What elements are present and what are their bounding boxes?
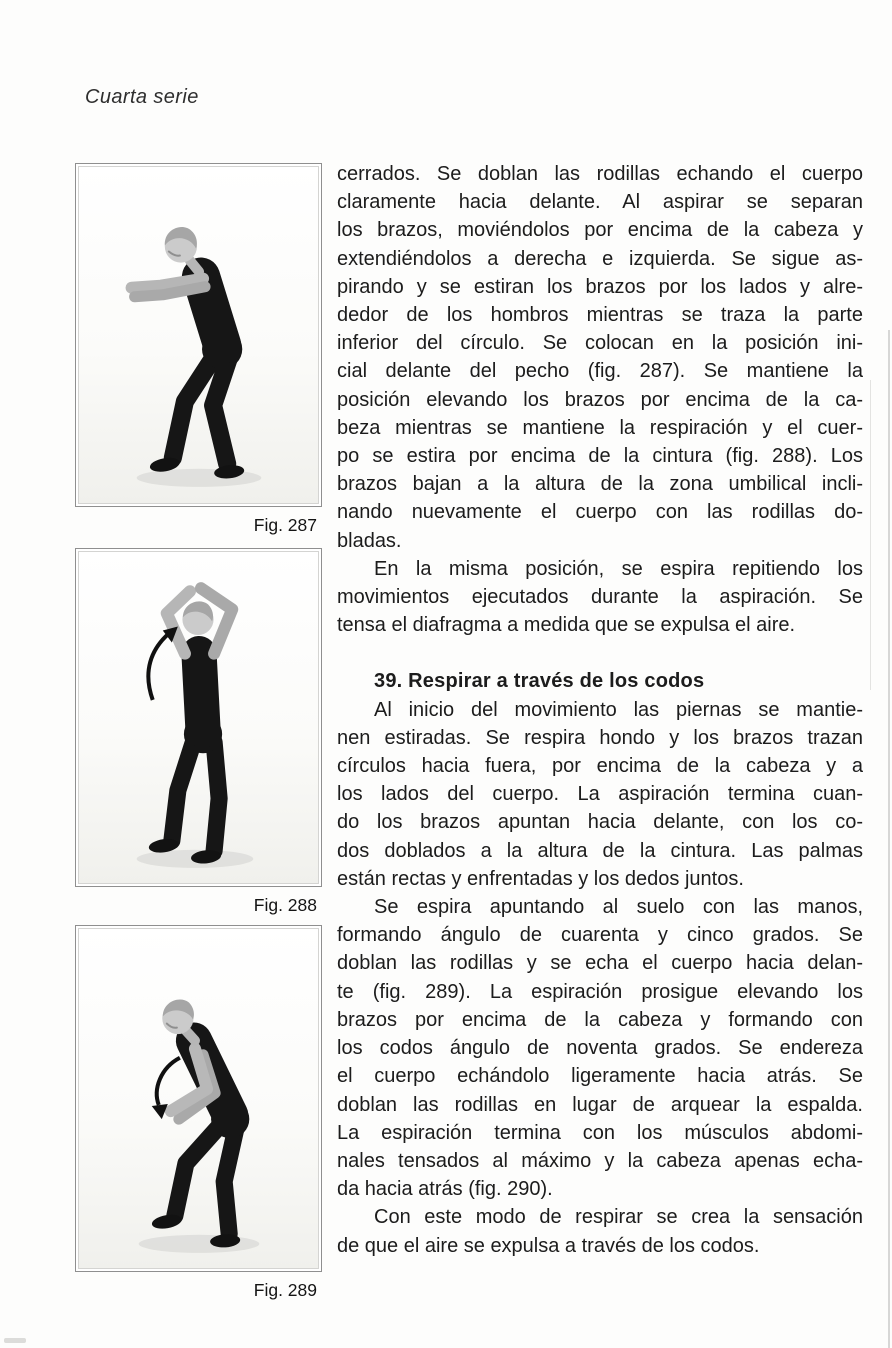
body-text-line: Al inicio del movimiento las piernas se mantie- — [374, 698, 863, 721]
body-text-line: formando ángulo de cuarenta y cinco grados. Se — [337, 924, 863, 947]
figure-287-caption: Fig. 287 — [253, 515, 317, 535]
exercise-pose-287-illustration — [76, 164, 321, 506]
body-text-line: pirando y se estiran los brazos por los lados y alre- — [337, 275, 863, 298]
body-text-line: nando nuevamente el cuerpo con las rodillas do- — [337, 501, 863, 524]
body-text-line: te (fig. 289). La espiración prosigue elevando los — [337, 980, 863, 1003]
body-text-line: Con este modo de respirar se crea la sensación — [374, 1206, 863, 1229]
body-text-line: los codos ángulo de noventa grados. Se endereza — [337, 1037, 863, 1060]
running-title: Cuarta serie — [85, 86, 199, 108]
body-text-line: cerrados. Se doblan las rodillas echando el cuerpo — [337, 163, 863, 185]
body-text-line: el cuerpo echándolo ligeramente hacia atrás. Se — [337, 1065, 863, 1088]
body-text-line: círculos hacia fuera, por encima de la cabeza y a — [337, 755, 863, 778]
figure-column — [75, 163, 322, 1308]
body-text-line: claramente hacia delante. Al aspirar se separan — [337, 191, 863, 214]
body-text-line: extendiéndolos a derecha e izquierda. Se sigue as- — [337, 247, 863, 270]
body-text-line: La espiración termina con los músculos abdomi- — [337, 1121, 863, 1144]
body-text-line: los lados del cuerpo. La aspiración termina cuan- — [337, 783, 863, 806]
body-text-line: do los brazos apuntan hacia delante, con los co- — [337, 811, 863, 834]
body-text-line: doblan las rodillas y se echa el cuerpo hacia delan- — [337, 952, 863, 975]
motion-arrow-up-icon — [148, 634, 168, 700]
body-text-line: inferior del círculo. Se colocan en la posición ini- — [337, 332, 863, 355]
body-text-line: brazos por encima de la cabeza y formando con — [337, 1008, 863, 1031]
body-text-line: posición elevando los brazos por encima de la ca- — [337, 388, 863, 411]
body-text-line: nales tensados al máximo y la cabeza apenas echa- — [337, 1149, 863, 1172]
body-text-line: están rectas y enfrentadas y los dedos juntos. — [337, 867, 744, 890]
text-column — [337, 160, 863, 1260]
scan-inner-line — [870, 380, 871, 690]
body-text-line: movimientos ejecutados durante la aspiración. Se — [337, 586, 863, 609]
body-text-line: bladas. — [337, 529, 402, 552]
body-text-line: tensa el diafragma a medida que se expulsa el aire. — [337, 614, 796, 637]
body-text-line: doblan las rodillas en lugar de arquear la espalda. — [337, 1093, 863, 1116]
body-text-line: po se estira por encima de la cintura (fig. 288). Los — [337, 445, 863, 468]
figure-289-photo — [75, 925, 322, 1272]
body-text-line: En la misma posición, se espira repitiendo los — [374, 557, 863, 580]
scan-smudge — [4, 1338, 26, 1343]
figure-287 — [75, 163, 322, 536]
body-text-line: brazos bajan a la altura de la zona umbilical incli- — [337, 473, 863, 496]
body-text-line: da hacia atrás (fig. 290). — [337, 1178, 553, 1201]
figure-289 — [75, 925, 322, 1301]
motion-arrow-down-icon — [157, 1058, 180, 1105]
figure-288-photo — [75, 548, 322, 887]
body-text-line: cial delante del pecho (fig. 287). Se mantiene la — [337, 360, 863, 383]
body-text-line: los brazos, moviéndolos por encima de la cabeza y — [337, 219, 863, 242]
figure-288-caption: Fig. 288 — [253, 895, 317, 915]
figure-289-caption: Fig. 289 — [253, 1280, 317, 1300]
body-text-line: beza mientras se mantiene la respiración y el cuer- — [337, 416, 863, 439]
section-heading: 39. Respirar a través de los codos — [374, 670, 705, 693]
body-text-line: dedor de los hombros mientras se traza la parte — [337, 304, 863, 327]
body-text-line: dos doblados a la altura de la cintura. Las palmas — [337, 839, 863, 862]
figure-288 — [75, 548, 322, 916]
body-text-line: nen estiradas. Se respira hondo y los brazos trazan — [337, 726, 863, 749]
exercise-pose-288-illustration — [76, 549, 321, 886]
body-text-line: Se espira apuntando al suelo con las manos, — [374, 896, 863, 919]
figure-287-photo — [75, 163, 322, 507]
scan-edge-line — [888, 330, 890, 1348]
exercise-pose-289-illustration — [76, 926, 321, 1271]
body-text-line: de que el aire se expulsa a través de los codos. — [337, 1234, 760, 1257]
